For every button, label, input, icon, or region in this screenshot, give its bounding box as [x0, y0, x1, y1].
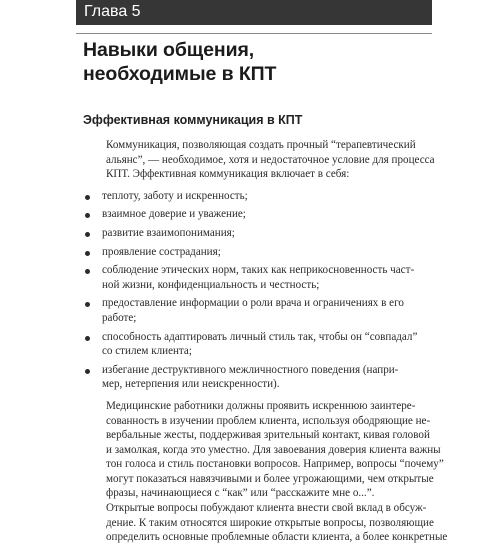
chapter-title-line: необходимые в КПТ: [83, 63, 277, 85]
section-heading: Эффективная коммуникация в КПТ: [83, 113, 303, 127]
text-line: Медицинские работники должны проявить искреннюю заинтере-: [106, 399, 416, 412]
text-line: вербальные жесты, поддерживая зрительный контакт, кивая головой: [106, 429, 430, 442]
text-line: фразы, начинающиеся с “как” или “расскажите мне о...”.: [106, 487, 375, 500]
list-item-text: избегание деструктивного межличностного поведения (напри-: [102, 363, 399, 376]
list-item-text: предоставление информации о роли врача и ограничениях в его: [102, 297, 404, 310]
chapter-divider: [76, 33, 432, 34]
list-item-text: работе;: [102, 311, 137, 324]
body-paragraph: [86, 501, 448, 545]
list-item: [86, 363, 426, 392]
list-item-text: соблюдение этических норм, таких как неприкосновенность част-: [102, 264, 415, 277]
list-item: [86, 263, 426, 292]
bullet-icon: [85, 369, 90, 374]
list-item-text: способность адаптировать личный стиль так, чтобы он “совпадал”: [102, 330, 418, 343]
page-body: [86, 138, 448, 545]
bullet-icon: [85, 232, 90, 237]
bullet-icon: [85, 336, 90, 341]
list-item: [86, 207, 426, 222]
list-item-text: ной жизни, конфиденциальность и честность;: [102, 278, 320, 291]
list-item-text: проявление сострадания;: [102, 245, 221, 258]
chapter-label: Глава 5: [84, 3, 141, 20]
list-item: [86, 330, 426, 359]
text-line: могут показаться навязчивыми и более угрожающими, чем открытые: [106, 472, 434, 485]
body-paragraph: [86, 399, 444, 501]
text-line: и замолкая, когда это уместно. Для завоевания доверия клиента важны: [106, 443, 441, 456]
list-item-text: мер, нетерпения или неискренности).: [102, 378, 280, 391]
list-item-text: взаимное доверие и уважение;: [102, 208, 246, 221]
list-item-text: со стилем клиента;: [102, 345, 192, 358]
text-line: КПТ. Эффективная коммуникация включает в себя:: [106, 168, 350, 181]
bullet-icon: [85, 251, 90, 256]
bullet-list: [86, 189, 426, 392]
text-line: альянс”, — необходимое, хотя и недостаточное условие для процесса: [106, 153, 435, 166]
text-line: сованность в изучении проблем клиента, используя ободряющие не-: [106, 414, 431, 427]
list-item: [86, 189, 426, 204]
list-item: [86, 226, 426, 241]
list-item-text: развитие взаимопонимания;: [102, 226, 235, 239]
text-line: дение. К таким относятся широкие открытые вопросы, позволяющие: [106, 516, 434, 529]
text-line: Коммуникация, позволяющая создать прочный “терапевтический: [106, 139, 416, 151]
list-item: [86, 296, 426, 325]
text-line: Открытые вопросы побуждают клиента внести свой вклад в обсуж-: [106, 502, 427, 515]
list-item: [86, 245, 426, 260]
chapter-title-line: Навыки общения,: [83, 39, 255, 61]
text-line: определить основные проблемные области клиента, а более конкретные: [106, 531, 448, 544]
chapter-title: [83, 38, 276, 86]
text-line: тон голоса и стиль постановки вопросов. Например, вопросы “почему”: [106, 458, 444, 471]
list-item-text: теплоту, заботу и искренность;: [102, 189, 248, 202]
bullet-icon: [85, 195, 90, 200]
intro-paragraph: [86, 138, 435, 182]
